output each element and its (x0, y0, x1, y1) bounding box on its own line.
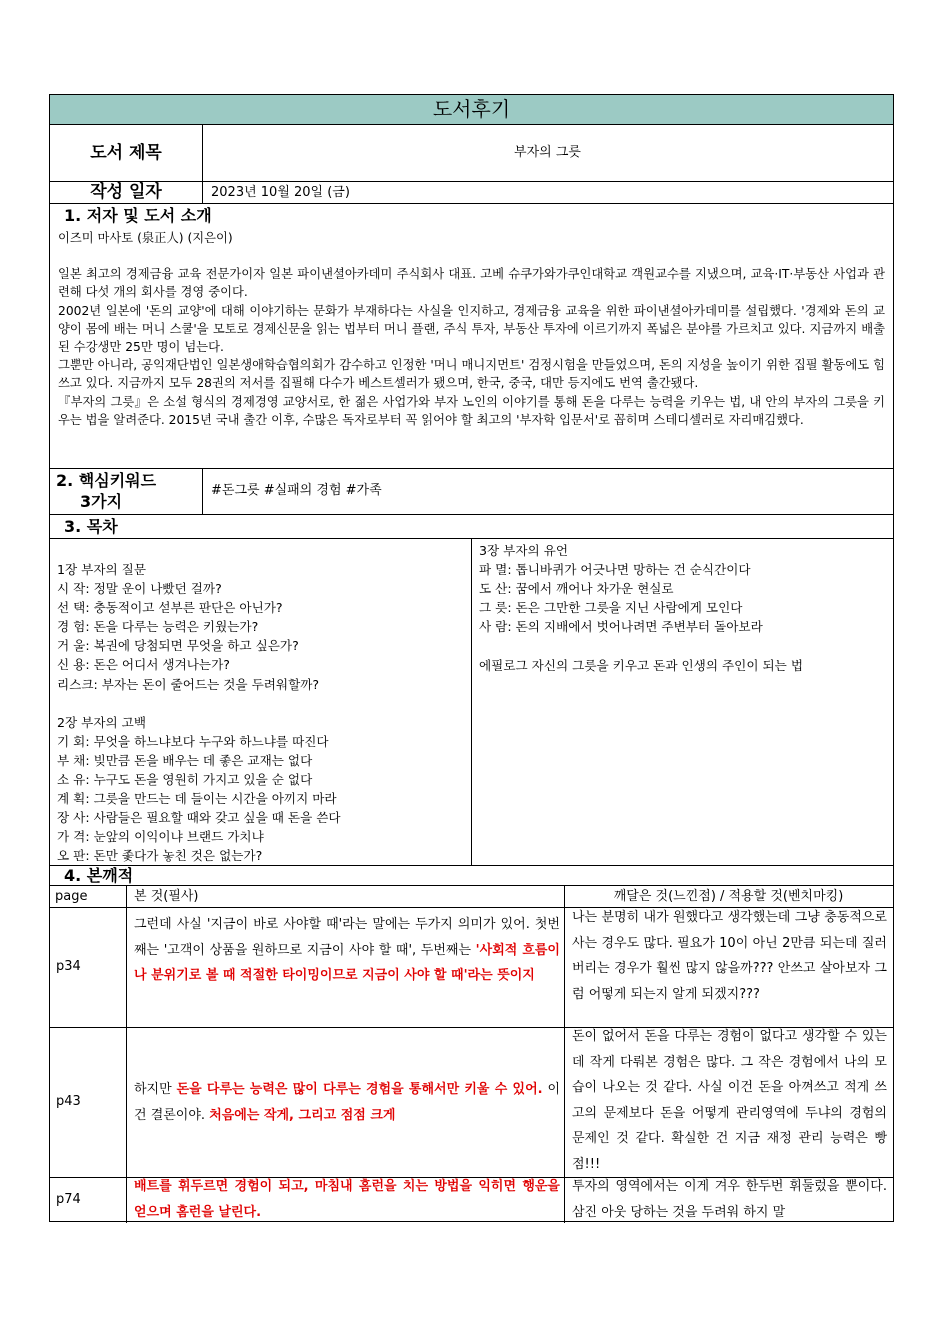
page-number: p74 (56, 1192, 81, 1207)
seen-text: 그런데 사실 '지금이 바로 사야할 때'라는 말에는 두가지 의미가 있어. 첫번째는 '고객이 상품을 원하므로 지금이 사야 할 때', 두번째는 '사회적 흐름이나 분위기로 볼 때 적절한 타이밍이므로 지금이 사야 할 때'라는 뜻이지 (134, 917, 560, 983)
keywords-value: #돈그릇 #실패의 경험 #가족 (211, 483, 382, 498)
toc-line: 리스크: 부자는 돈이 줄어드는 것을 두려워할까? (57, 676, 320, 692)
seen-text: 하지만 돈을 다루는 능력은 많이 다루는 경험을 통해서만 키울 수 있어. 이건 결론이야. 처음에는 작게, 그리고 점점 크게 (134, 1082, 560, 1123)
toc-line: 가 격: 눈앞의 이익이냐 브랜드 가치냐 (57, 829, 264, 845)
date-value: 2023년 10월 20일 (금) (211, 185, 350, 200)
keywords-heading-count: 3가지 (80, 492, 123, 511)
toc-line: 3장 부자의 유언 (479, 543, 569, 558)
intro-paragraph: 일본 최고의 경제금융 교육 전문가이자 일본 파이낸셜아카데미 주식회사 대표. 고베 슈쿠가와가쿠인대학교 객원교수를 지냈으며, 교육·IT·부동산 사업과 관련해 다섯 개의 회사를 경영 중이다. (58, 267, 885, 300)
realized-text: 나는 분명히 내가 원했다고 생각했는데 그냥 충동적으로 사는 경우도 많다. 필요가 10이 아닌 2만큼 되는데 질러버리는 경우가 훨씬 많지 않을까??? 안쓰고 살아보자 그럼 어떻게 되는지 알게 되겠지??? (572, 910, 887, 1002)
toc-line: 에필로그 자신의 그릇을 키우고 돈과 인생의 주인이 되는 법 (479, 657, 803, 673)
realized-text: 돈이 없어서 돈을 다루는 경험이 없다고 생각할 수 있는데 작게 다뤄본 경험은 많다. 그 작은 경험에서 나의 모습이 나오는 것 같다. 사실 이건 돈을 아껴쓰고 적게 쓰고의 문제보다 돈을 어떻게 관리영역에 두냐의 경험의 문제인 것 같다. 확실한 건 지금 재정 관리 능력은 빵점!!! (572, 1029, 887, 1172)
notes-row (50, 1177, 893, 1223)
toc-line: 선 택: 충동적이고 섣부른 판단은 아닌가? (57, 600, 283, 616)
section1-body (50, 227, 893, 468)
toc-line: 사 람: 돈의 지배에서 벗어나려면 주변부터 돌아보라 (479, 619, 763, 635)
col-seen-header: 본 것(필사) (134, 889, 199, 904)
toc-line: 소 유: 누구도 돈을 영원히 가지고 있을 순 없다 (57, 772, 313, 788)
section4-heading-row (50, 865, 893, 885)
book-title-label: 도서 제목 (90, 143, 162, 163)
book-title-value: 부자의 그릇 (514, 145, 581, 160)
col-realized-header: 깨달은 것(느낀점) / 적용할 것(벤치마킹) (613, 889, 844, 904)
realized-text: 투자의 영역에서는 이게 겨우 한두번 휘둘렀을 뿐이다. 삼진 아웃 당하는 것을 두려워 하지 말 (572, 1179, 887, 1220)
keywords-row (50, 468, 893, 514)
toc-line: 2장 부자의 고백 (57, 714, 147, 730)
notes-row (50, 1027, 893, 1177)
toc-line: 신 용: 돈은 어디서 생겨나는가? (57, 657, 230, 673)
page-number: p43 (56, 1094, 81, 1109)
intro-paragraph: 그뿐만 아니라, 공익재단법인 일본생애학습협의회가 감수하고 인정한 '머니 매니지먼트' 검정시험을 만들었으며, 돈의 지성을 높이기 위한 집필 활동에도 힘쓰고 있다. 지금까지 모두 28권의 저서를 집필해 다수가 베스트셀러가 됐으며, 한국, 중국, 대만 등지에도 번역 출간됐다. (58, 358, 885, 391)
toc-line: 거 울: 복권에 당첨되면 무엇을 하고 싶은가? (57, 638, 299, 654)
section4-heading: 4. 본깨적 (64, 866, 134, 885)
date-label: 작성 일자 (90, 182, 162, 202)
toc-line: 도 산: 꿈에서 깨어나 차가운 현실로 (479, 581, 674, 597)
toc-line: 경 험: 돈을 다루는 능력은 키웠는가? (57, 619, 259, 635)
page-number: p34 (56, 959, 81, 974)
intro-paragraph: 2002년 일본에 '돈의 교양'에 대해 이야기하는 문화가 부재하다는 사실을 인지하고, 경제금융 교육을 위한 파이낸셜아카데미를 설립했다. '경제와 돈의 교양이 몸에 배는 머니 스쿨'을 모토로 경제신문을 읽는 법부터 머니 플랜, 주식 투자, 부동산 투자에 이르기까지 폭넓은 분야를 가르치고 있다. 지금까지 배출된 수강생만 25만 명이 넘는다. (58, 303, 885, 355)
toc-line: 오 판: 돈만 좇다가 놓친 것은 없는가? (57, 848, 263, 864)
toc-line: 시 작: 정말 운이 나빴던 걸까? (57, 581, 222, 597)
seen-text: 배트를 휘두르면 경험이 되고, 마침내 홈런을 치는 방법을 익히면 행운을 얻으며 홈런을 날린다. (134, 1179, 560, 1220)
notes-row (50, 907, 893, 1027)
doc-title: 도서후기 (50, 95, 893, 124)
toc-right (479, 541, 889, 675)
toc-body (50, 538, 893, 865)
section3-heading-row (50, 514, 893, 538)
toc-line: 장 사: 사람들은 필요할 때와 갖고 싶을 때 돈을 쓴다 (57, 810, 341, 826)
section1-heading: 1. 저자 및 도서 소개 (64, 206, 212, 225)
section1-heading-row (50, 203, 893, 227)
book-title-row (50, 124, 893, 181)
review-form (49, 94, 894, 1222)
toc-line: 그 릇: 돈은 그만한 그릇을 지닌 사람에게 모인다 (479, 600, 743, 616)
author-line: 이즈미 마사토 (泉正人) (지은이) (58, 231, 233, 245)
toc-line: 1장 부자의 질문 (57, 562, 147, 577)
toc-left (57, 560, 467, 866)
col-page-header: page (55, 889, 88, 904)
notes-header-row (50, 885, 893, 907)
intro-paragraph: 『부자의 그릇』은 소설 형식의 경제경영 교양서로, 한 젊은 사업가와 부자 노인의 이야기를 통해 돈을 다루는 능력을 키우는 법, 내 안의 부자의 그릇을 키우는 법을 알려준다. 2015년 국내 출간 이후, 수많은 독자로부터 꼭 읽어야 할 최고의 '부자학 입문서'로 꼽히며 스테디셀러로 자리매김했다. (58, 394, 885, 427)
toc-line: 파 멸: 톱니바퀴가 어긋나면 망하는 건 순식간이다 (479, 562, 751, 578)
date-row (50, 181, 893, 203)
section3-heading: 3. 목차 (64, 517, 118, 536)
keywords-heading: 2. 핵심키워드 (56, 471, 157, 490)
toc-line: 부 채: 빚만큼 돈을 배우는 데 좋은 교재는 없다 (57, 752, 313, 768)
toc-line: 기 회: 무엇을 하느냐보다 누구와 하느냐를 따진다 (57, 733, 329, 749)
toc-line: 계 획: 그릇을 만드는 데 들이는 시간을 아끼지 마라 (57, 791, 337, 807)
